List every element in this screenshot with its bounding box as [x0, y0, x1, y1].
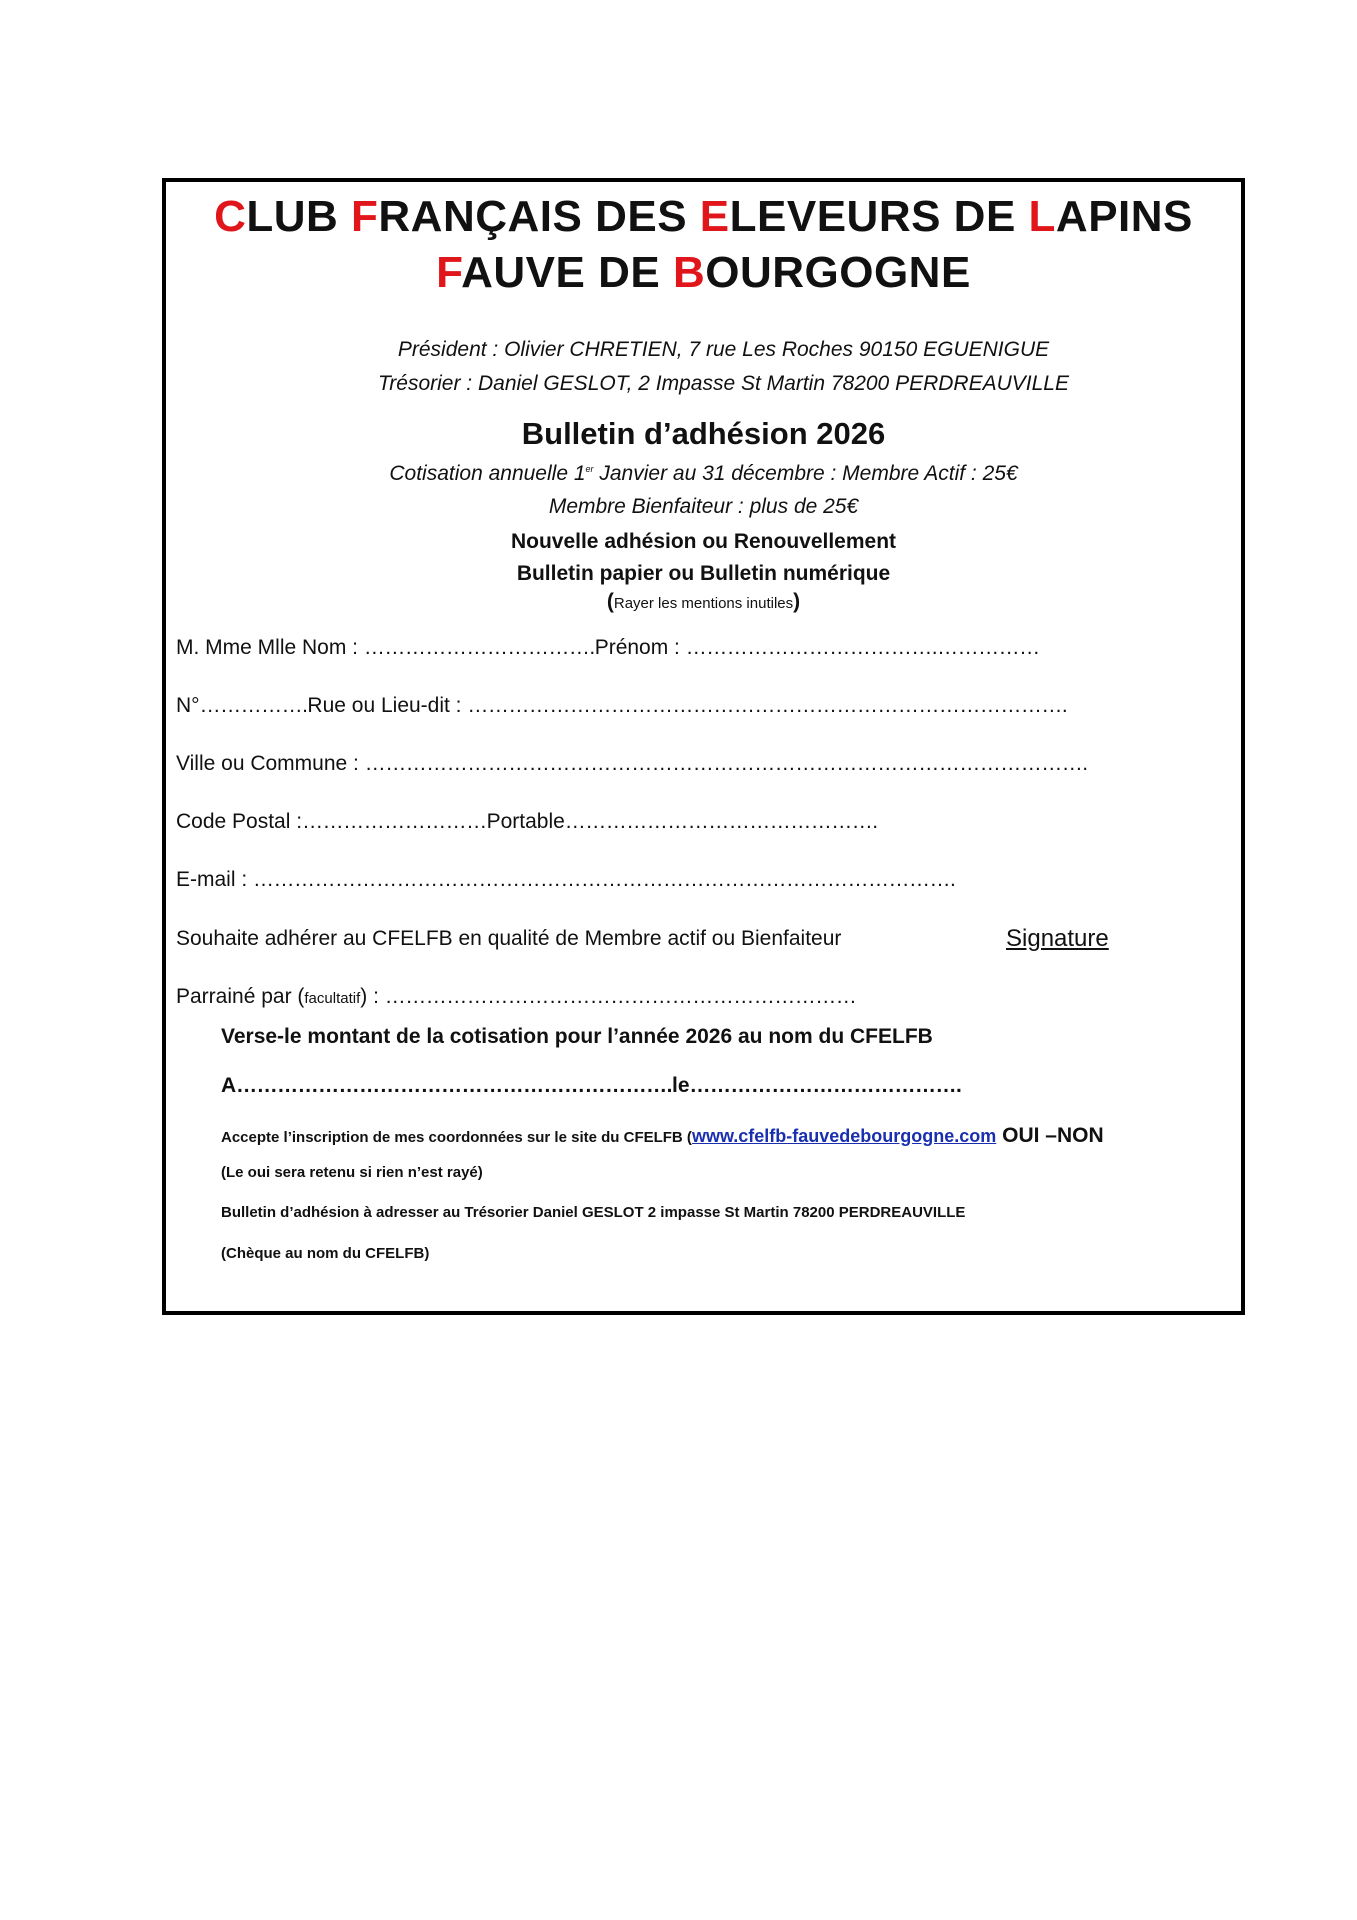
email-input-dots[interactable]: ………………………………………………………………………………………….	[253, 868, 956, 891]
ville-label: Ville ou Commune :	[176, 752, 365, 775]
title-segment: OURGOGNE	[705, 248, 971, 297]
membership-form-frame	[162, 178, 1245, 1315]
nom-label: M. Mme Mlle Nom :	[176, 636, 364, 659]
bienfaiteur-line: Membre Bienfaiteur : plus de 25€	[548, 495, 859, 518]
cheque-line: (Chèque au nom du CFELFB)	[221, 1245, 430, 1262]
title-segment: AUVE DE	[461, 248, 673, 297]
cotisation-text: Cotisation annuelle 1	[389, 462, 586, 485]
club-title-line-2	[166, 248, 1241, 298]
bulletin-title: Bulletin d’adhésion 2026	[521, 416, 886, 451]
adresser-line: Bulletin d’adhésion à adresser au Trésorier Daniel GESLOT 2 impasse St Martin 78200 PERDREAUVILLE	[221, 1204, 966, 1221]
oui-non-choice[interactable]: OUI –NON	[996, 1124, 1104, 1147]
cp-label: Code Postal :	[176, 810, 303, 833]
portable-input-dots[interactable]: ……………………………………….	[564, 810, 878, 833]
nom-input-dots[interactable]: …………………………….	[363, 636, 595, 659]
cotisation-line	[166, 462, 1241, 486]
prenom-input-dots[interactable]: ……………………………….……………	[685, 636, 1040, 659]
tresorier-line: Trésorier : Daniel GESLOT, 2 Impasse St Martin 78200 PERDREAUVILLE	[378, 372, 1069, 395]
le-input-dots[interactable]: ………………………………….	[689, 1074, 962, 1097]
cotisation-sup: er	[585, 464, 594, 474]
title-segment: RANÇAIS DES	[378, 192, 700, 241]
nom-prenom-field[interactable]	[176, 636, 1040, 660]
title-segment: C	[214, 192, 247, 241]
portable-label: Portable	[486, 810, 565, 833]
parraine-colon: ) :	[360, 985, 385, 1008]
title-segment: LUB	[246, 192, 352, 241]
rayer-mentions-line	[166, 590, 1241, 614]
le-label: le	[672, 1074, 690, 1097]
accepte-text: Accepte l’inscription de mes coordonnées sur le site du CFELFB (	[221, 1129, 692, 1146]
rue-label: Rue ou Lieu-dit :	[307, 694, 468, 717]
email-field[interactable]	[176, 868, 955, 892]
paren-open: (	[606, 590, 614, 613]
title-segment: F	[436, 248, 462, 297]
title-segment: F	[351, 192, 379, 241]
title-segment: APINS	[1055, 192, 1193, 241]
president-line: Président : Olivier CHRETIEN, 7 rue Les Roches 90150 EGUENIGUE	[397, 338, 1050, 361]
bulletin-papier-line: Bulletin papier ou Bulletin numérique	[516, 562, 891, 585]
rayer-text: Rayer les mentions inutiles	[613, 595, 794, 612]
ville-field[interactable]	[176, 752, 1088, 776]
title-segment: E	[699, 192, 730, 241]
cp-input-dots[interactable]: ………………………	[302, 810, 487, 833]
parraine-input-dots[interactable]: ……………………………………………………………	[384, 985, 857, 1008]
souhaite-line: Souhaite adhérer au CFELFB en qualité de Membre actif ou Bienfaiteur	[176, 927, 842, 950]
parraine-field[interactable]	[176, 985, 856, 1009]
title-segment: LEVEURS DE	[729, 192, 1029, 241]
a-input-dots[interactable]: ……………………………………………………….	[236, 1074, 673, 1097]
numero-input-dots[interactable]: …………….	[199, 694, 308, 717]
oui-note-line: (Le oui sera retenu si rien n’est rayé)	[221, 1164, 483, 1181]
accepte-line	[221, 1124, 1104, 1148]
paren-close: )	[793, 590, 801, 613]
a-label: A	[221, 1074, 237, 1097]
parraine-label: Parrainé par (	[176, 985, 305, 1008]
adresse-field[interactable]	[176, 694, 1067, 718]
signature-label: Signature	[1006, 925, 1109, 952]
nouvelle-adhesion-line: Nouvelle adhésion ou Renouvellement	[510, 530, 897, 553]
verse-line: Verse-le montant de la cotisation pour l’année 2026 au nom du CFELFB	[221, 1025, 933, 1048]
email-label: E-mail :	[176, 868, 254, 891]
rue-input-dots[interactable]: …………………………………………………………………………….	[467, 694, 1068, 717]
facultatif-label: facultatif	[304, 990, 361, 1007]
title-segment: B	[672, 248, 706, 297]
cotisation-text-2: Janvier au 31 décembre : Membre Actif : 25€	[593, 462, 1018, 485]
ville-input-dots[interactable]: …………………………………………………………………………………………….	[364, 752, 1088, 775]
title-segment: L	[1028, 192, 1056, 241]
site-link[interactable]: www.cfelfb-fauvedebourgogne.com	[691, 1126, 997, 1146]
lieu-date-field[interactable]	[221, 1074, 961, 1098]
cp-portable-field[interactable]	[176, 810, 878, 834]
prenom-label: Prénom :	[594, 636, 686, 659]
club-title-line-1	[166, 192, 1241, 242]
numero-label: N°	[176, 694, 200, 717]
